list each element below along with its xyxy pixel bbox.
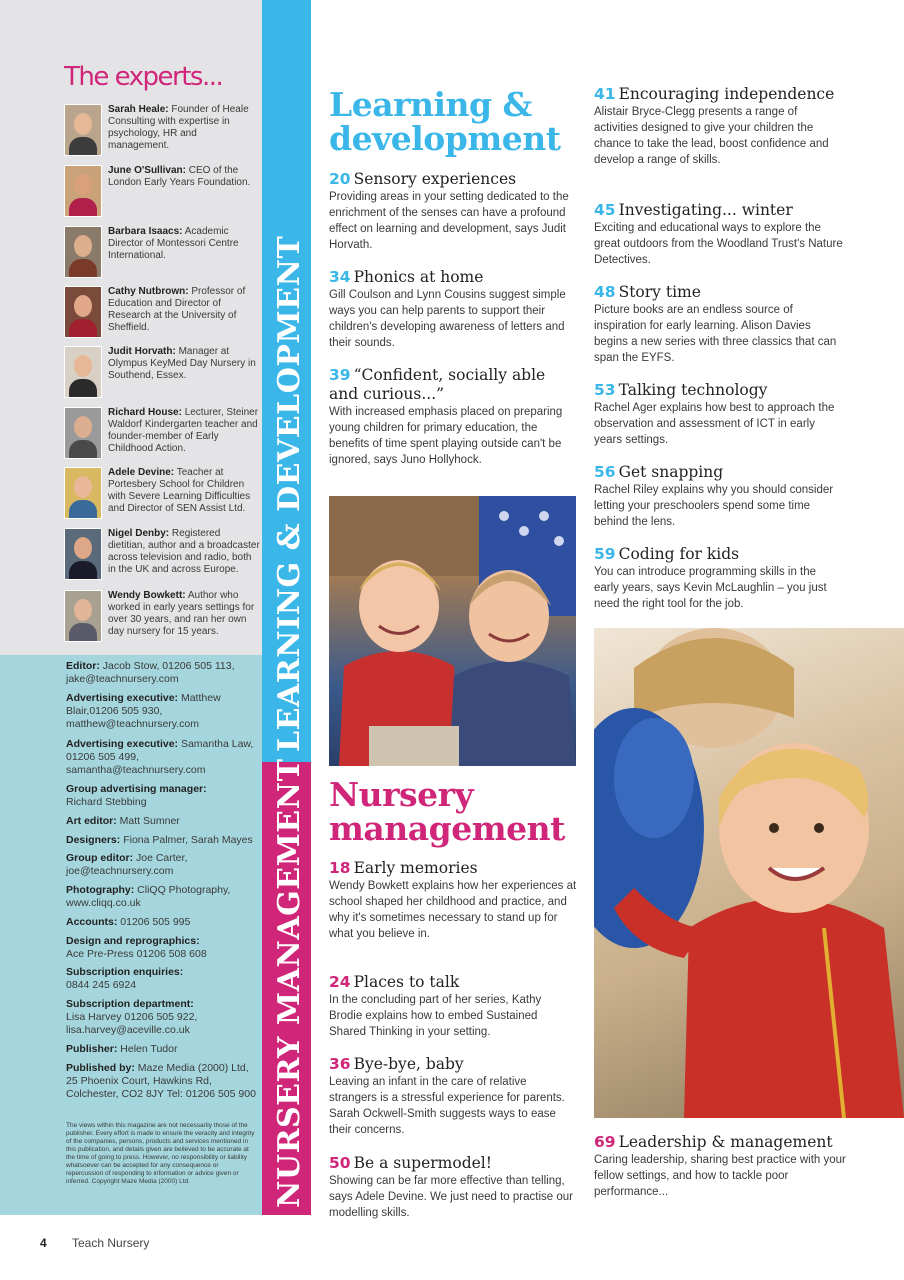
article: 39 “Confident, socially able and curious...” With increased emphasis placed on preparing young children for primary education, the benefits of time spent playing outside can't be ignored, says Juno Hollyhock.: [329, 366, 563, 466]
expert-photo: [64, 226, 102, 278]
nursery-section-title: Nursery management: [329, 775, 565, 848]
staff-entry: Group advertising manager: Richard Stebbing: [66, 783, 207, 808]
expert-item: [64, 226, 260, 282]
expert-name: Nigel Denby:: [108, 528, 170, 539]
boy-illustration: [594, 628, 904, 1118]
expert-bio: Manager at Olympus KeyMed Day Nursery in Southend, Essex.: [108, 346, 256, 381]
expert-name: Sarah Heale:: [108, 104, 169, 115]
staff-entry: Designers: Fiona Palmer, Sarah Mayes: [66, 834, 253, 846]
expert-bio: Founder of Heale Consulting with expertise in psychology, HR and management.: [108, 104, 249, 151]
expert-photo: [64, 528, 102, 580]
expert-photo: [64, 286, 102, 338]
article: 36 Bye-bye, baby Leaving an infant in the care of relative strangers is a stressful experience for parents. Sarah Ockwell-Smith suggests ways to ease their concerns.: [329, 1055, 565, 1136]
staff-entry: Publisher: Helen Tudor: [66, 1043, 178, 1055]
staff-entry: Editor: Jacob Stow, 01206 505 113, jake@teachnursery.com: [66, 660, 235, 685]
learning-bar-label: LEARNING & DEVELOPMENT: [272, 235, 307, 752]
staff-entry: Group editor: Joe Carter, joe@teachnursery.com: [66, 852, 188, 877]
expert-photo: [64, 590, 102, 642]
expert-photo: [64, 467, 102, 519]
expert-item: [64, 590, 260, 646]
expert-bio: Teacher at Portesbery School for Children with Severe Learning Difficulties and Director of SEN Assist Ltd.: [108, 467, 251, 514]
children-photo: [329, 496, 576, 766]
staff-entry: Subscription department: Lisa Harvey 01206 505 922, lisa.harvey@aceville.co.uk: [66, 998, 198, 1036]
article: 18 Early memories Wendy Bowkett explains how her experiences at school shaped her childhood and practice, and why it's sometimes necessary to stand up for what you believe in.: [329, 859, 577, 940]
magazine-name: Teach Nursery: [72, 1236, 150, 1250]
expert-name: Adele Devine:: [108, 467, 175, 478]
expert-item: [64, 165, 260, 221]
expert-photo: [64, 407, 102, 459]
page-number: 4: [40, 1236, 47, 1250]
expert-item: [64, 286, 260, 342]
article: 53 Talking technology Rachel Ager explains how best to approach the observation and assessment of ICT in early years settings.: [594, 381, 835, 446]
expert-item: [64, 407, 260, 463]
expert-name: Richard House:: [108, 407, 182, 418]
expert-photo: [64, 165, 102, 217]
article: 34 Phonics at home Gill Coulson and Lynn Cousins suggest simple ways you can help parents to support their children's developing awareness of letters and their sounds.: [329, 268, 566, 349]
article: 69 Leadership & management Caring leadership, sharing best practice with your fellow settings, and how to tackle poor performance...: [594, 1133, 846, 1198]
article: 41 Encouraging independence Alistair Bryce-Clegg presents a range of activities designed to give your children the chance to take the lead, boost confidence and develop a range of skills.: [594, 85, 835, 166]
experts-title: The experts...: [64, 62, 223, 92]
expert-bio: Lecturer, Steiner Waldorf Kindergarten teacher and founder-member of Early Childhood Action.: [108, 407, 259, 454]
article: 56 Get snapping Rachel Riley explains why you should consider letting your preschoolers spend some time behind the lens.: [594, 463, 834, 528]
staff-entry: Photography: CliQQ Photography, www.cliqq.co.uk: [66, 884, 231, 909]
expert-bio: CEO of the London Early Years Foundation.: [108, 165, 251, 188]
staff-entry: Published by: Maze Media (2000) Ltd, 25 Phoenix Court, Hawkins Rd, Colchester, CO2 8JY Tel: 01206 505 900: [66, 1062, 256, 1100]
expert-name: Barbara Isaacs:: [108, 226, 183, 237]
staff-entry: Advertising executive: Samantha Law, 01206 505 499, samantha@teachnursery.com: [66, 738, 254, 776]
staff-entry: Advertising executive: Matthew Blair,01206 505 930, matthew@teachnursery.com: [66, 692, 221, 730]
article: 48 Story time Picture books are an endless source of inspiration for early learning. Alison Davies begins a new series with three classics that can span the EYFS.: [594, 283, 837, 364]
article: 59 Coding for kids You can introduce programming skills in the early years, says Kevin McLaughlin – you just need the right tool for the job.: [594, 545, 827, 610]
staff-entry: Accounts: 01206 505 995: [66, 916, 191, 928]
boy-photo: [594, 628, 904, 1118]
expert-item: [64, 467, 260, 523]
learning-section-bar: [262, 0, 311, 762]
expert-name: June O'Sullivan:: [108, 165, 186, 176]
children-illustration: [329, 496, 576, 766]
staff-entry: Subscription enquiries: 0844 245 6924: [66, 966, 184, 991]
expert-item: [64, 528, 260, 584]
article: 24 Places to talk In the concluding part of her series, Kathy Brodie explains how to embed Sustained Shared Thinking in your setting.: [329, 973, 542, 1038]
nursery-section-bar: [262, 758, 311, 1215]
expert-photo: [64, 104, 102, 156]
expert-bio: Registered dietitian, author and a broadcaster across television and radio, both in the UK and across Europe.: [108, 528, 260, 575]
expert-name: Cathy Nutbrown:: [108, 286, 189, 297]
nursery-bar-label: NURSERY MANAGEMENT: [272, 758, 307, 1208]
expert-bio: Academic Director of Montessori Centre International.: [108, 226, 239, 261]
expert-item: [64, 104, 260, 160]
learning-section-title: Learning & development: [329, 85, 561, 158]
disclaimer: The views within this magazine are not necessarily those of the publisher. Every effort is made to ensure the veracity and integrity of the companies, persons, products and services mentioned in this publication, and details given are believed to be accurate at the time of going to press. However, no responsibility or liability whatsoever can be accepted for any consequence or repercussion of responding to information or advice given or inferred. Copyright Maze Media (2000) Ltd.: [66, 1122, 255, 1185]
staff-entry: Design and reprographics: Ace Pre-Press 01206 508 608: [66, 935, 207, 960]
expert-name: Wendy Bowkett:: [108, 590, 186, 601]
article: 45 Investigating... winter Exciting and educational ways to explore the great outdoors from the Woodland Trust's Nature Detectives.: [594, 201, 843, 266]
expert-bio: Professor of Education and Director of Research at the University of Sheffield.: [108, 286, 246, 333]
staff-entry: Art editor: Matt Sumner: [66, 815, 180, 827]
expert-bio: Author who worked in early years settings for over 30 years, and ran her own day nursery for 15 years.: [108, 590, 255, 637]
article: 50 Be a supermodel! Showing can be far more effective than telling, says Adele Devine. We just need to practise our modelling skills.: [329, 1154, 573, 1219]
expert-photo: [64, 346, 102, 398]
article: 20 Sensory experiences Providing areas in your setting dedicated to the enrichment of the senses can have a profound effect on learning and development, says Judit Horvath.: [329, 170, 569, 251]
expert-item: [64, 346, 260, 402]
expert-name: Judit Horvath:: [108, 346, 176, 357]
